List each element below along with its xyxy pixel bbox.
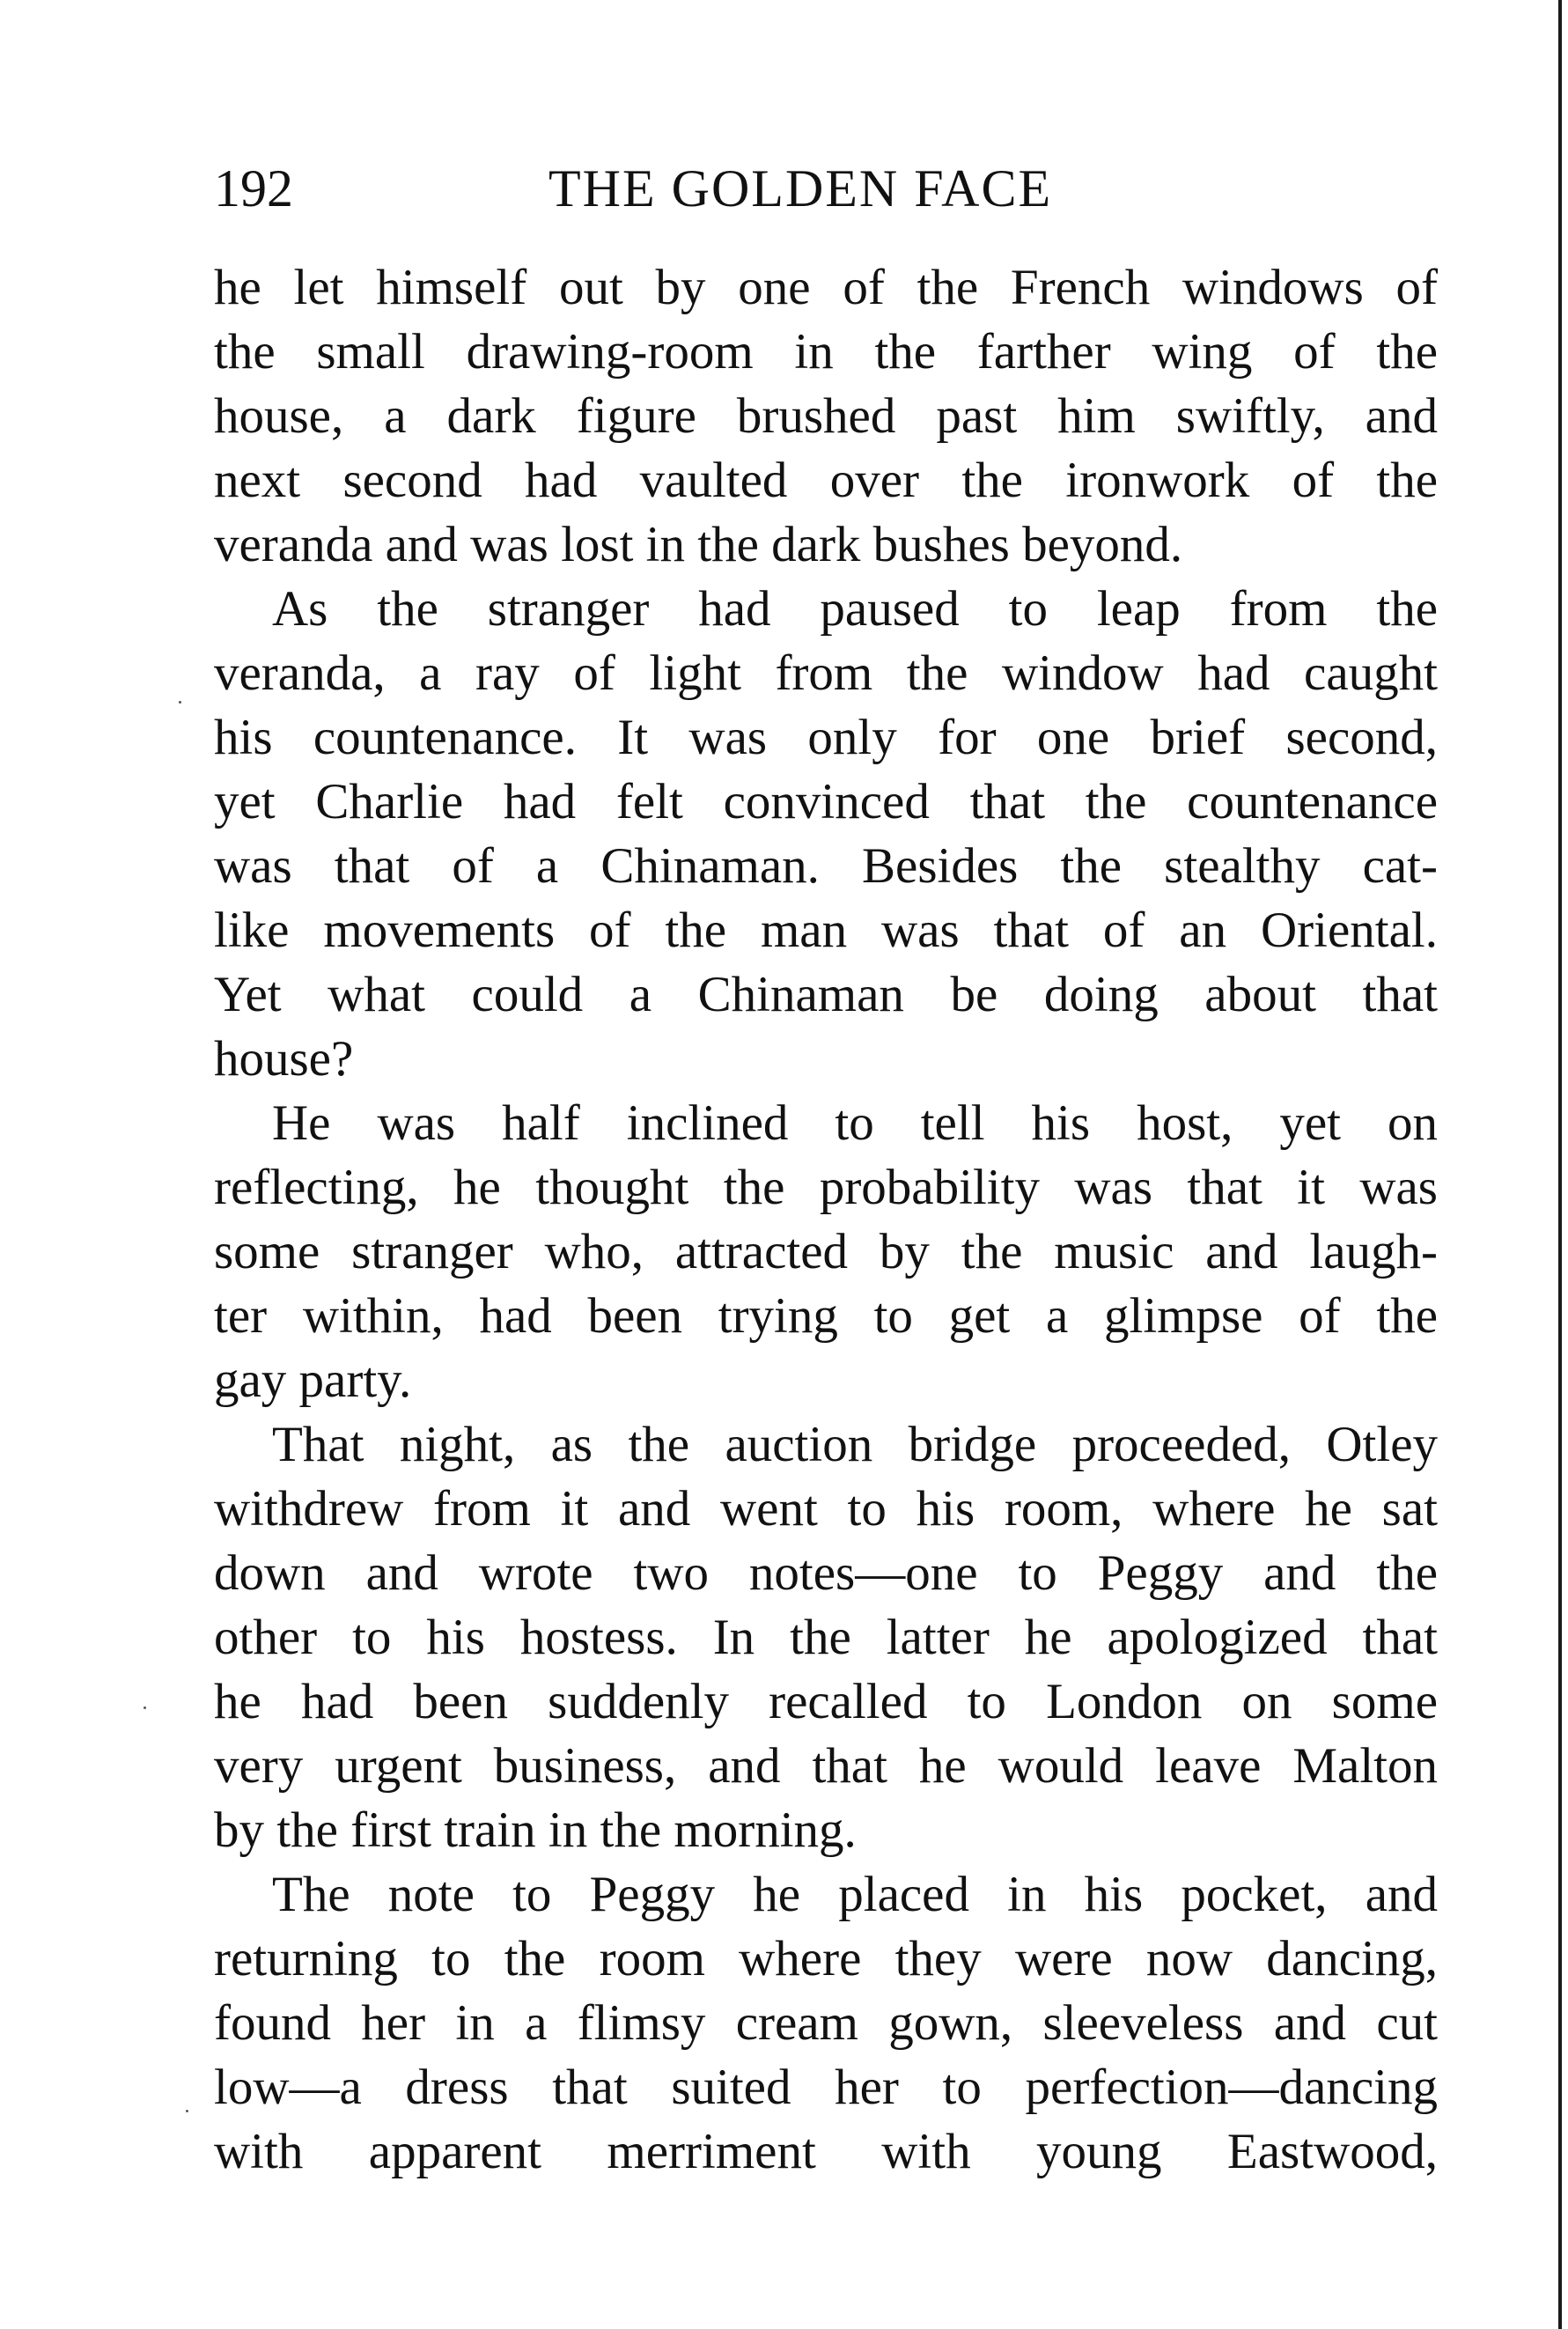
text-line: reflecting, he thought the probability was that it was [214, 1160, 1438, 1215]
text-line: he let himself out by one of the French windows of [214, 260, 1438, 315]
scan-speck [186, 2110, 188, 2112]
body-text [214, 255, 1438, 2184]
page-header [214, 158, 1438, 229]
text-line: yet Charlie had felt convinced that the countenance [214, 774, 1438, 829]
text-line: he had been suddenly recalled to London on some [214, 1674, 1438, 1729]
text-line: very urgent business, and that he would leave Malton [214, 1738, 1438, 1794]
text-line: He was half inclined to tell his host, yet on [272, 1095, 1438, 1151]
text-line: other to his hostess. In the latter he apologized that [214, 1610, 1438, 1665]
text-line: down and wrote two notes—one to Peggy and the [214, 1545, 1438, 1601]
text-line: house? [214, 1031, 354, 1087]
text-line: by the first train in the morning. [214, 1802, 857, 1858]
text-line: Yet what could a Chinaman be doing about that [214, 967, 1438, 1022]
text-line: ter within, had been trying to get a glimpse of the [214, 1288, 1438, 1344]
text-line: That night, as the auction bridge proceeded, Otley [272, 1417, 1438, 1472]
text-line: the small drawing-room in the farther wing of the [214, 324, 1438, 380]
page-edge-line [1558, 0, 1562, 2329]
text-line: veranda, a ray of light from the window had caught [214, 645, 1438, 701]
scan-speck [179, 701, 181, 704]
text-line: house, a dark figure brushed past him swiftly, and [214, 388, 1438, 444]
text-line: his countenance. It was only for one brief second, [214, 710, 1438, 765]
text-line: some stranger who, attracted by the music and laugh- [214, 1224, 1438, 1279]
running-title: THE GOLDEN FACE [548, 159, 1053, 217]
text-line: was that of a Chinaman. Besides the stealthy cat- [214, 838, 1438, 894]
text-line: gay party. [214, 1352, 412, 1408]
scan-speck [144, 1706, 146, 1709]
text-line: next second had vaulted over the ironwork of the [214, 453, 1438, 508]
page-number: 192 [214, 159, 293, 217]
text-line: found her in a flimsy cream gown, sleeveless and cut [214, 1995, 1438, 2051]
text-line: with apparent merriment with young Eastwood, [214, 2124, 1438, 2179]
text-line: The note to Peggy he placed in his pocket, and [272, 1867, 1438, 1922]
text-line: As the stranger had paused to leap from the [272, 581, 1438, 637]
text-line: like movements of the man was that of an Oriental. [214, 903, 1438, 958]
text-line: returning to the room where they were now dancing, [214, 1931, 1438, 1986]
text-line: low—a dress that suited her to perfection—dancing [214, 2060, 1438, 2115]
text-line: withdrew from it and went to his room, where he sat [214, 1481, 1438, 1537]
text-line: veranda and was lost in the dark bushes beyond. [214, 517, 1183, 572]
